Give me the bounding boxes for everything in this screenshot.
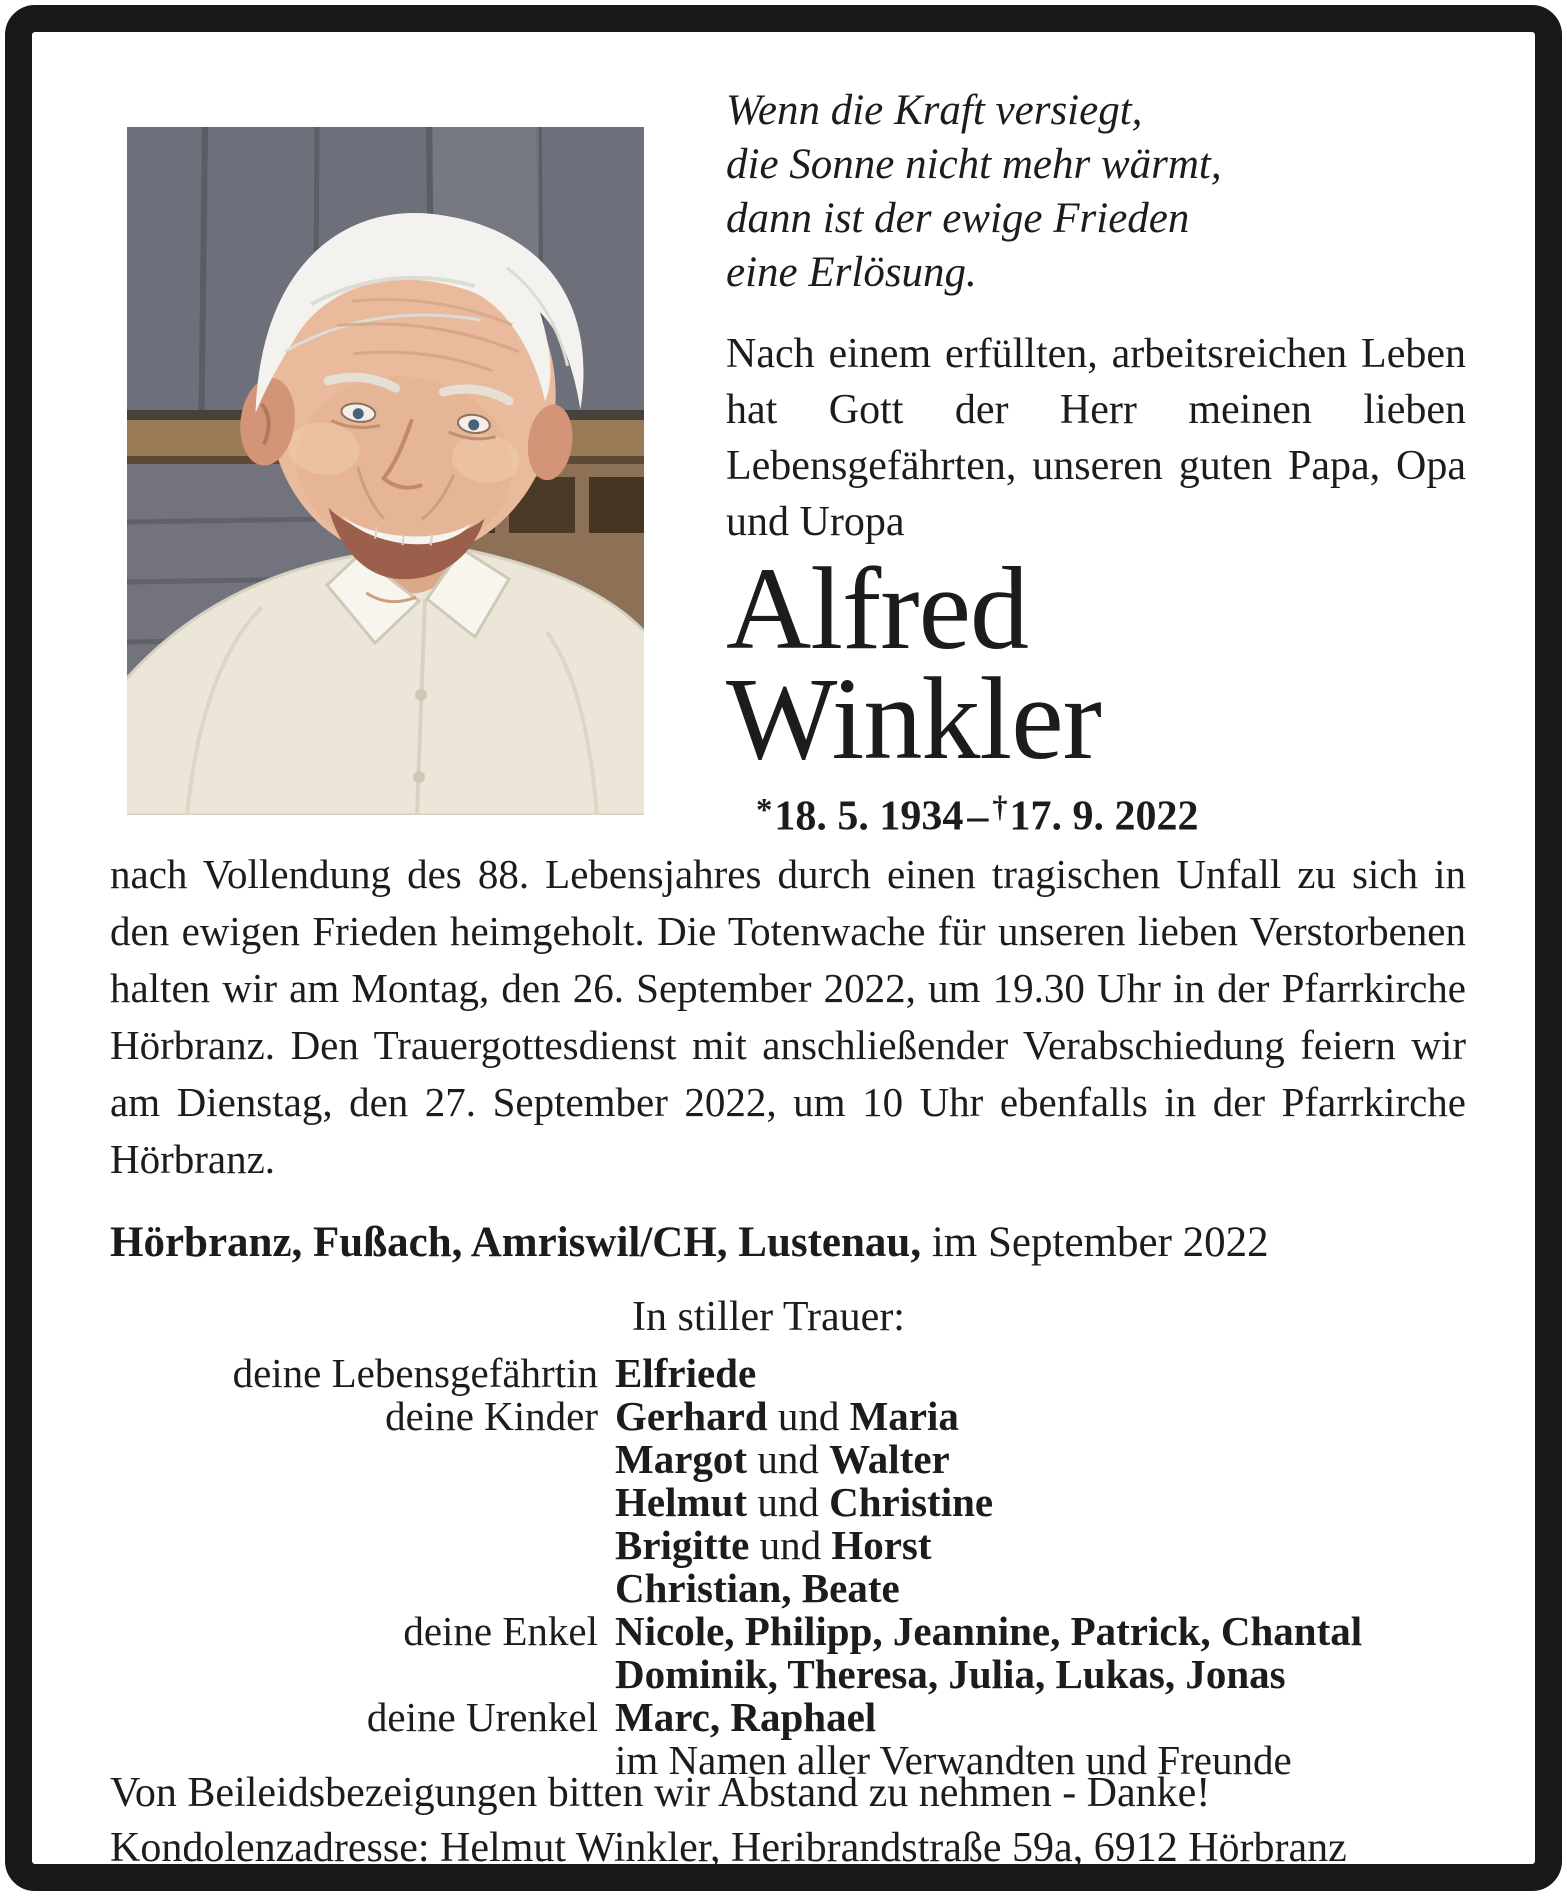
mourning-row (110, 1610, 1466, 1653)
birth-date: 18. 5. 1934 (774, 793, 964, 840)
mourner-name: Christine (829, 1479, 994, 1525)
life-dates (726, 790, 1466, 841)
portrait-photo (127, 127, 644, 815)
mourner-name: Dominik, Theresa, Julia, Lukas, Jonas (615, 1651, 1286, 1697)
mourning-row (110, 1352, 1466, 1395)
mourner-relation-label: deine Enkel (403, 1608, 598, 1654)
mourner-connector: und (747, 1436, 830, 1482)
mourner-names (615, 1524, 932, 1567)
deceased-first-name: Alfred (726, 543, 1028, 674)
mourning-row (110, 1567, 1466, 1610)
mourner-names (615, 1395, 959, 1438)
poem-line: die Sonne nicht mehr wärmt, (726, 141, 1222, 188)
mourner-name: Maria (849, 1393, 959, 1439)
mourner-names (615, 1610, 1362, 1653)
mourning-row (110, 1524, 1466, 1567)
mourner-name: Christian, Beate (615, 1565, 900, 1611)
mourner-relation-label: deine Kinder (385, 1393, 598, 1439)
mourner-relation-label: deine Lebensgefährtin (232, 1350, 598, 1396)
intro-paragraph: Nach einem erfüllten, arbeitsreichen Leben hat Gott der Herr meinen lieben Lebensgefährten, unseren guten Papa, Opa und Uropa (726, 331, 1466, 545)
mourner-name: Walter (829, 1436, 950, 1482)
mourning-list (110, 1352, 1466, 1782)
death-date: 17. 9. 2022 (1009, 793, 1199, 840)
mourning-row (110, 1438, 1466, 1481)
mourner-name: Nicole, Philipp, Jeannine, Patrick, Chantal (615, 1608, 1363, 1654)
mourner-name: Margot (615, 1436, 748, 1482)
mourner-names (615, 1653, 1286, 1696)
cities-names: Hörbranz, Fußach, Amriswil/CH, Lustenau, (110, 1219, 922, 1266)
notice-line: Kondolenzadresse: Helmut Winkler, Heribrandstraße 59a, 6912 Hörbranz (110, 1825, 1347, 1871)
mourner-connector: und (747, 1479, 830, 1525)
deceased-name (726, 543, 1466, 784)
poem-line: eine Erlösung. (726, 249, 977, 296)
date-separator: – (967, 793, 989, 840)
mourner-name: Horst (831, 1522, 932, 1568)
mourner-name: Brigitte (615, 1522, 750, 1568)
mourner-names (615, 1567, 900, 1610)
header-column (726, 84, 1466, 841)
mourner-name: Helmut (615, 1479, 748, 1525)
birth-symbol: * (756, 792, 775, 829)
mourner-name: Gerhard (615, 1393, 768, 1439)
body-column (110, 846, 1466, 1782)
mourning-row (110, 1481, 1466, 1524)
condolence-notice (110, 1766, 1510, 1876)
announcement-paragraph: nach Vollendung des 88. Lebensjahres durch einen tragischen Unfall zu sich in den ewigen Frieden heimgeholt. Die Totenwache für unseren lieben Verstorbenen halten wir am Montag, den 26. September 2022, um 19.30 Uhr in der Pfarrkirche Hörbranz. Den Trauergottesdienst mit anschließender Verabschiedung feiern wir am Dienstag, den 27. September 2022, um 10 Uhr ebenfalls in der Pfarrkirche Hörbranz. (110, 851, 1466, 1182)
cities-line (110, 1216, 1466, 1270)
mourning-row (110, 1653, 1466, 1696)
mourner-connector: und (767, 1393, 850, 1439)
portrait-illustration (127, 127, 644, 815)
mourner-name: Marc, Raphael (615, 1694, 877, 1740)
cities-date: im September 2022 (931, 1219, 1269, 1266)
death-symbol: † (992, 790, 1010, 824)
mourner-connector: und (749, 1522, 832, 1568)
mourner-names (615, 1352, 756, 1395)
mourner-names (615, 1438, 950, 1481)
mourning-row (110, 1395, 1466, 1438)
mourner-names (615, 1696, 876, 1739)
mourner-name: Elfriede (615, 1350, 757, 1396)
mourner-relation-label: deine Urenkel (366, 1694, 598, 1740)
mourner-names (615, 1481, 993, 1524)
memorial-poem (726, 84, 1466, 300)
poem-line: dann ist der ewige Frieden (726, 195, 1190, 242)
mourning-row (110, 1696, 1466, 1739)
mourning-heading: In stiller Trauer: (632, 1294, 905, 1340)
poem-line: Wenn die Kraft versiegt, (726, 87, 1143, 134)
notice-line: Von Beileidsbezeigungen bitten wir Abstand zu nehmen - Danke! (110, 1770, 1211, 1816)
mourner-connector: im Namen aller Verwandten und Freunde (615, 1737, 1292, 1783)
deceased-last-name: Winkler (726, 653, 1101, 784)
